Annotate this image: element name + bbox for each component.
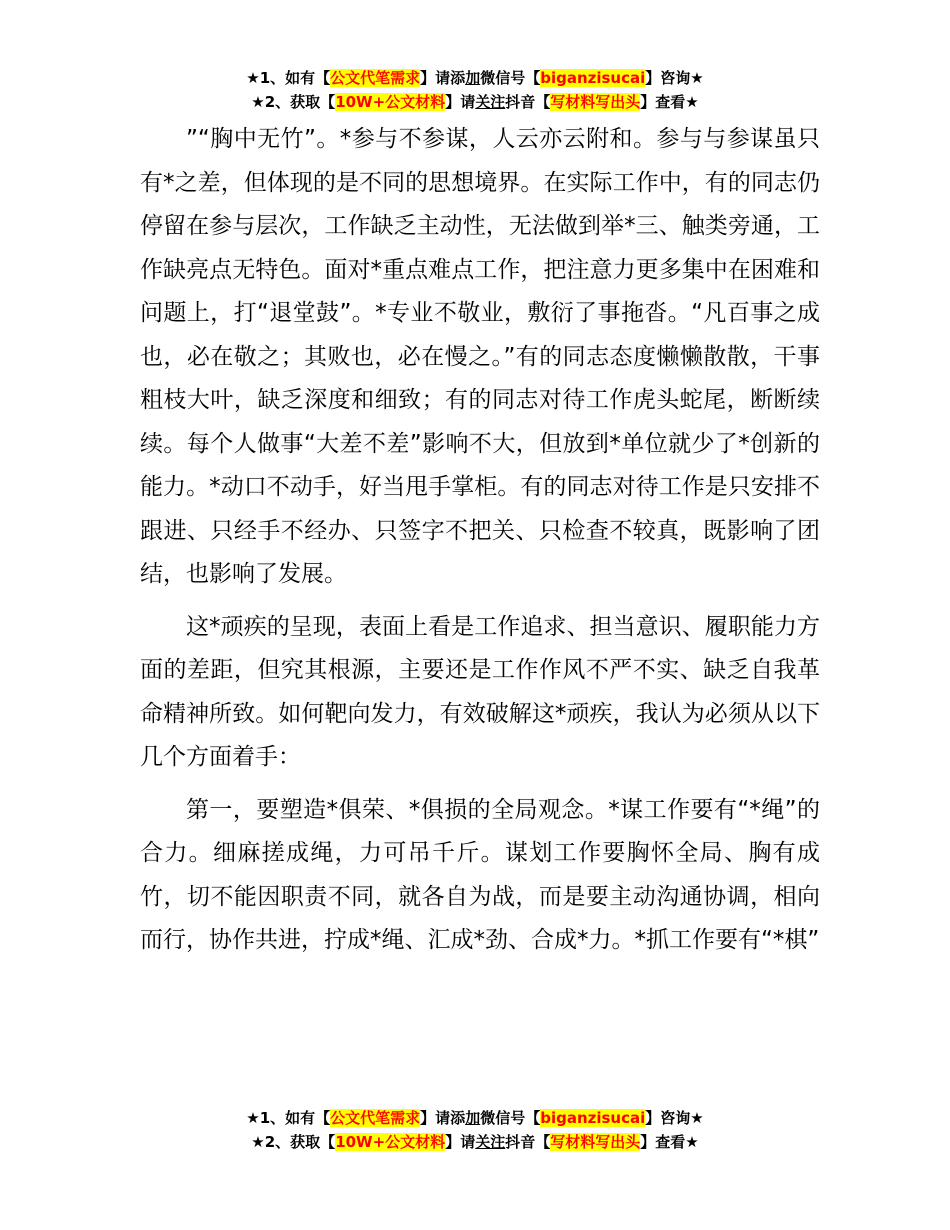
header-banner xyxy=(0,66,950,114)
footer-line-1: ★1、如有【公文代笔需求】请添加微信号【biganzisucai】咨询★ xyxy=(246,1109,704,1127)
paragraph-2: 这*顽疾的呈现，表面上看是工作追求、担当意识、履职能力方面的差距，但究其根源，主要还是工作作风不严不实、缺乏自我革命精神所致。如何靶向发力，有效破解这*顽疾，我认为必须从以下几个方面着手： xyxy=(140,613,820,770)
highlight-materials: 10W+公文材料 xyxy=(335,93,446,111)
footer-highlight-materials: 10W+公文材料 xyxy=(335,1133,446,1151)
banner-line-1: ★1、如有【公文代笔需求】请添加微信号【biganzisucai】咨询★ xyxy=(246,69,704,87)
footer-highlight-douyin-id: 写材料写出头 xyxy=(550,1133,641,1151)
document-body xyxy=(140,118,820,972)
footer-banner xyxy=(0,1106,950,1154)
highlight-douyin-id: 写材料写出头 xyxy=(550,93,641,111)
paragraph-1: ”“胸中无竹”。*参与不参谋，人云亦云附和。参与与参谋虽只有*之差，但体现的是不同的思想境界。在实际工作中，有的同志仍停留在参与层次，工作缺乏主动性，无法做到举*三、触类旁通，工作缺亮点无特色。面对*重点难点工作，把注意力更多集中在困难和问题上，打“退堂鼓”。*专业不敬业，敷衍了事拖沓。“凡百事之成也，必在敬之；其败也，必在慢之。”有的同志态度懒懒散散，干事粗枝大叶，缺乏深度和细致；有的同志对待工作虎头蛇尾，断断续续。每个人做事“大差不差”影响不大，但放到*单位就少了*创新的能力。*动口不动手，好当甩手掌柜。有的同志对待工作是只安排不跟进、只经手不经办、只签字不把关、只检查不较真，既影响了团结，也影响了发展。 xyxy=(140,126,820,587)
banner-line-2: ★2、获取【10W+公文材料】请关注抖音【写材料写出头】查看★ xyxy=(251,93,699,111)
paragraph-3: 第一，要塑造*俱荣、*俱损的全局观念。*谋工作要有“*绳”的合力。细麻搓成绳，力可吊千斤。谋划工作要胸怀全局、胸有成竹，切不能因职责不同，就各自为战，而是要主动沟通协调，相向而行，协作共进，拧成*绳、汇成*劲、合成*力。*抓工作要有“*棋” xyxy=(140,796,820,953)
footer-highlight-service: 公文代笔需求 xyxy=(330,1109,421,1127)
highlight-service: 公文代笔需求 xyxy=(330,69,421,87)
footer-highlight-wechat-id: biganzisucai xyxy=(540,1109,646,1127)
footer-line-2: ★2、获取【10W+公文材料】请关注抖音【写材料写出头】查看★ xyxy=(251,1133,699,1151)
highlight-wechat-id: biganzisucai xyxy=(540,69,646,87)
